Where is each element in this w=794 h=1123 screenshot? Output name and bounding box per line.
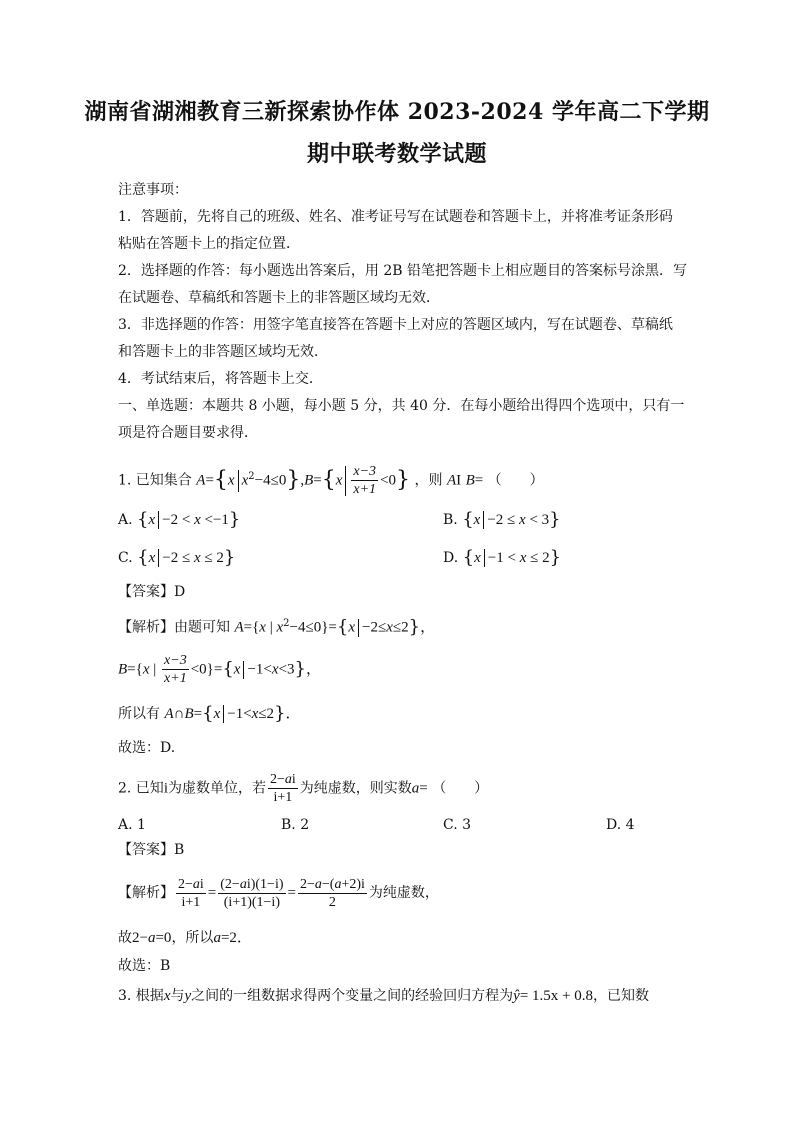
exam-title-line2: 期中联考数学试题 xyxy=(306,141,487,167)
q3-mid2: 之间的一组数据求得两个变量之间的经验回归方程为 xyxy=(191,988,514,1004)
q1-answer: 【答案】D xyxy=(118,584,186,600)
q1-option-c-label: C. xyxy=(118,550,133,566)
q2-analysis-line2: 故2−a=0，所以a=2． xyxy=(118,930,252,946)
q2-pure: 为纯虚数， xyxy=(368,885,439,901)
q1-set-a: A xyxy=(196,472,206,489)
notes-heading: 注意事项： xyxy=(118,182,188,198)
q1-analysis-text: 由题可知 xyxy=(174,619,230,636)
note-3b: 和答题卡上的非答题区域均无效． xyxy=(118,344,328,360)
q1-analysis-line3: 所以有 A∩B={x −1<x≤2}． xyxy=(118,703,301,724)
q3-equation: = 1.5x + 0.8 xyxy=(519,988,593,1004)
q3-suffix: ，已知数 xyxy=(593,988,649,1004)
section-header-b: 项是符合题目要求得． xyxy=(118,425,258,441)
q1-option-a[interactable]: A. {x −2 < x <−1} xyxy=(118,509,241,530)
note-3a: 3．非选择题的作答：用签字笔直接答在答题卡上对应的答题区域内，写在试题卷、草稿纸 xyxy=(118,317,673,333)
section-header-a: 一、单选题：本题共 8 小题，每小题 5 分，共 40 分．在每小题给出得四个选项中，只有一 xyxy=(118,398,685,414)
q2-option-a[interactable]: A. 1 xyxy=(118,817,146,833)
note-1a: 1．答题前，先将自己的班级、姓名、准考证号写在试题卷和答题卡上，并将准考证条形码 xyxy=(118,209,673,225)
q2-option-c[interactable]: C. 3 xyxy=(443,817,472,833)
q1-so: 所以有 xyxy=(118,706,160,722)
q1-prefix: 1. 已知集合 xyxy=(118,472,192,489)
note-1b: 粘贴在答题卡上的指定位置． xyxy=(118,236,300,252)
question-2: 2. 已知i为虚数单位，若 $\frac{2-ai}{i+1}$ 为纯虚数，则实数a= （ ） xyxy=(118,772,489,805)
q1-option-c[interactable]: C. {x −2 ≤ x ≤ 2} xyxy=(118,547,236,568)
q1-option-b[interactable]: B. {x −2 ≤ x < 3} xyxy=(443,509,561,530)
q1-analysis-label: 【解析】 xyxy=(118,619,174,636)
q2-mid1: 为虚数单位，若 xyxy=(167,780,266,797)
question-3: 3. 根据x与y之间的一组数据求得两个变量之间的经验回归方程为ŷ= 1.5x + 0.8，已知数 xyxy=(118,988,649,1004)
q2-paren: （ ） xyxy=(432,780,489,797)
exam-title-line1: 湖南省湖湘教育三新探索协作体 2023-2024 学年高二下学期 xyxy=(84,99,710,125)
q2-option-b[interactable]: B. 2 xyxy=(281,817,310,833)
q1-suffix: ，则 xyxy=(414,472,443,489)
note-2b: 在试题卷、草稿纸和答题卡上的非答题区域均无效． xyxy=(118,290,440,306)
q1-analysis-line2: B={x | $\frac{x-3}{x+1}$ <0}={x −1<x<3}， xyxy=(118,653,321,686)
q1-option-b-label: B. xyxy=(443,512,458,528)
question-1: 1. 已知集合 A={x $x^2-4\le 0\},B=\{x$ $\frac{x-3}{x+1}$ <0} ，则 AI B= （ ） xyxy=(118,464,544,498)
q1-choose: 故选：D. xyxy=(118,740,176,756)
q2-choose: 故选：B xyxy=(118,958,171,974)
note-2a: 2．选择题的作答：每小题选出答案后，用 2B 铅笔把答题卡上相应题目的答案标号涂黑．写 xyxy=(118,263,688,279)
q1-option-d[interactable]: D. {x −1 < x ≤ 2} xyxy=(443,547,562,568)
q2-mid2: 为纯虚数，则实数 xyxy=(299,780,412,797)
q1-analysis-line1: 【解析】由题可知 A={x | $x^2-4\le 0\}=\{x -2\le x\le 2\}$， xyxy=(118,616,436,638)
q2-answer: 【答案】B xyxy=(118,842,185,858)
q1-option-d-label: D. xyxy=(443,550,459,566)
note-4: 4．考试结束后，将答题卡上交． xyxy=(118,371,323,387)
q3-mid1: 与 xyxy=(170,988,185,1004)
q1-option-a-label: A. xyxy=(118,512,133,528)
q2-so: ，所以 xyxy=(171,930,214,946)
q3-prefix: 3. 根据 xyxy=(118,988,164,1004)
q2-analysis-line1: 【解析】 $\frac{2-ai}{i+1}$ = $\frac{(2-ai)(1-i)}{(i+1)(1-i)}$ = $\frac{2-a-(a+2)i}{2}$ 为纯虚数， xyxy=(118,876,439,910)
q2-hence: 故 xyxy=(118,930,132,946)
q2-analysis-label: 【解析】 xyxy=(118,885,174,901)
q2-prefix: 2. 已知 xyxy=(118,780,164,797)
q2-option-d[interactable]: D. 4 xyxy=(606,817,635,833)
q1-paren: （ ） xyxy=(487,472,544,489)
